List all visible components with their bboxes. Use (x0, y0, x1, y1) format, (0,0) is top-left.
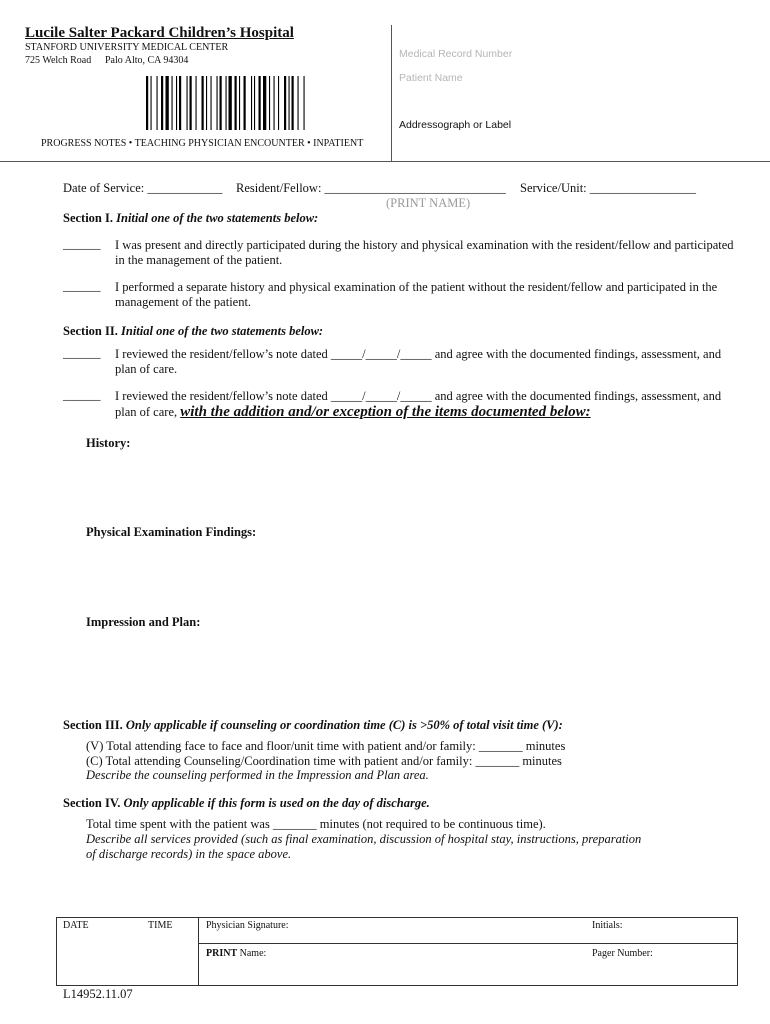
print-name-field[interactable] (206, 948, 266, 959)
section3-heading (63, 718, 563, 733)
section1-statement-2: I performed a separate history and physical examination of the patient without the resident/fellow and participated in the management of the patient. (115, 280, 718, 309)
section4-total-time-field[interactable]: Total time spent with the patient was _______ minutes (not required to be continuous time). (86, 817, 546, 831)
pager-number-field[interactable]: Pager Number: (592, 948, 653, 959)
signature-box-row-divider (198, 943, 738, 944)
section2-statement-1: I reviewed the resident/fellow’s note dated _____/_____/_____ and agree with the documented findings, assessment, and plan of care. (115, 347, 722, 376)
section3-subtitle: Only applicable if counseling or coordination time (C) is >50% of total visit time (V): (125, 718, 563, 732)
section3-v-time-field[interactable]: (V) Total attending face to face and floor/unit time with patient and/or family: _______ minutes (86, 739, 566, 753)
section2-initial-blank-2[interactable]: ______ (63, 388, 101, 402)
section2-statement-2-line1: I reviewed the resident/fellow’s note dated _____/_____/_____ and agree with the documented findings, assessment, and (115, 389, 722, 403)
physician-signature-field[interactable]: Physician Signature: (206, 920, 289, 931)
section1-subtitle: Initial one of the two statements below: (116, 211, 319, 225)
address-street: 725 Welch Road (25, 55, 92, 66)
section4-subtitle: Only applicable if this form is used on the day of discharge. (123, 796, 430, 810)
section2-heading (63, 324, 323, 339)
section1-initial-blank-1[interactable]: ______ (63, 237, 101, 251)
header-divider (391, 25, 392, 161)
addressograph-label: Addressograph or Label (399, 119, 512, 131)
section3-describe: Describe the counseling performed in the Impression and Plan area. (86, 768, 429, 782)
date-of-service-field[interactable]: Date of Service: ____________ (63, 181, 223, 195)
mrn-label: Medical Record Number (399, 48, 513, 60)
address-city: Palo Alto, CA 94304 (105, 55, 189, 66)
impression-plan-label: Impression and Plan: (86, 615, 201, 629)
form-title: PROGRESS NOTES • TEACHING PHYSICIAN ENCOUNTER • INPATIENT (41, 138, 364, 149)
initials-field[interactable]: Initials: (592, 920, 623, 931)
signature-box-divider (198, 917, 199, 986)
section2-statement-2-start: plan of care, (115, 405, 178, 419)
section1-title: Section I. (63, 211, 113, 225)
resident-fellow-field[interactable]: Resident/Fellow: _____________________________ (236, 181, 506, 195)
header-bottom-rule (0, 161, 770, 162)
barcode-image (146, 76, 344, 130)
sig-time-label[interactable]: TIME (148, 920, 173, 931)
section1-heading (63, 211, 318, 226)
section3-title: Section III. (63, 718, 123, 732)
section4-title: Section IV. (63, 796, 121, 810)
physical-exam-label: Physical Examination Findings: (86, 525, 257, 539)
section3-c-time-field[interactable]: (C) Total attending Counseling/Coordination time with patient and/or family: _______ minutes (86, 754, 562, 768)
name-label: Name: (237, 948, 267, 959)
print-name-hint: (PRINT NAME) (386, 196, 471, 210)
section4-describe-line1: Describe all services provided (such as final examination, discussion of hospital stay, instructions, preparation (86, 832, 642, 846)
section2-emphasis: with the addition and/or exception of the items documented below: (180, 404, 591, 420)
print-label: PRINT (206, 948, 238, 959)
form-number: L14952.11.07 (63, 987, 133, 1001)
patient-name-label: Patient Name (399, 72, 463, 84)
hospital-name: Lucile Salter Packard Children’s Hospital (25, 25, 294, 41)
history-label: History: (86, 436, 131, 450)
service-unit-field[interactable]: Service/Unit: _________________ (520, 181, 697, 195)
section1-statement-1: I was present and directly participated during the history and physical examination with the resident/fellow and participated in the management of the patient. (115, 238, 734, 267)
section2-title: Section II. (63, 324, 118, 338)
medical-center: STANFORD UNIVERSITY MEDICAL CENTER (25, 42, 229, 53)
section2-subtitle: Initial one of the two statements below: (121, 324, 324, 338)
section1-initial-blank-2[interactable]: ______ (63, 279, 101, 293)
section4-heading (63, 796, 430, 811)
section2-initial-blank-1[interactable]: ______ (63, 346, 101, 360)
section2-statement-2-line2 (115, 405, 591, 420)
sig-date-label[interactable]: DATE (63, 920, 89, 931)
section4-describe-line2: of discharge records) in the space above. (86, 847, 292, 861)
